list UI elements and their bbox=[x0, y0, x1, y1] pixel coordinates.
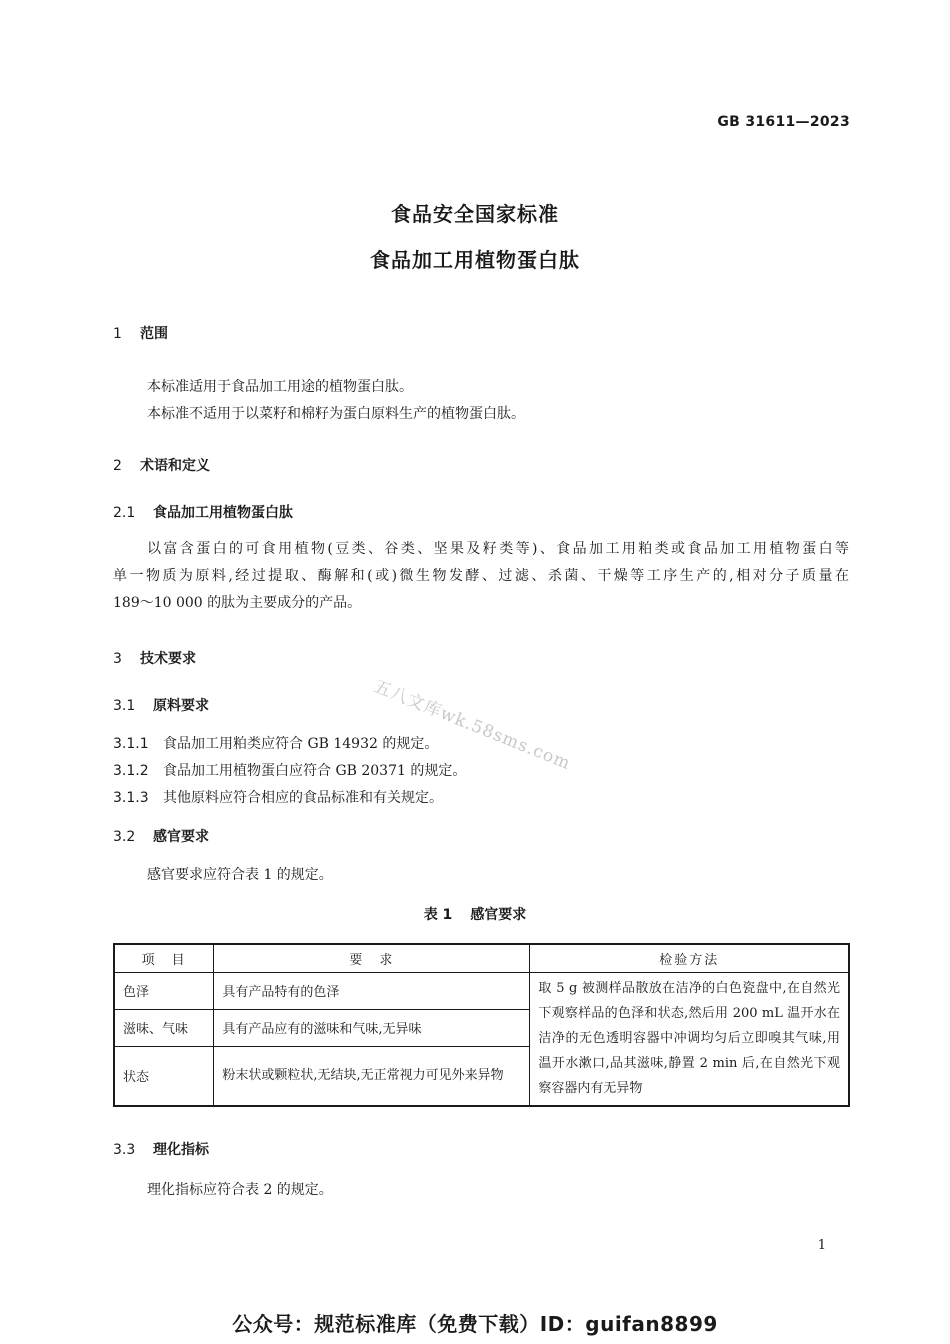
section-3-heading bbox=[113, 648, 196, 668]
subsection-title: 感官要求 bbox=[153, 829, 209, 845]
clause-number: 3.1.1 bbox=[113, 736, 149, 752]
page-number: 1 bbox=[817, 1238, 826, 1253]
scope-paragraph-1: 本标准适用于食品加工用途的植物蛋白肽。 bbox=[147, 379, 413, 395]
footer-banner: 公众号：规范标准库（免费下载）ID：guifan8899 bbox=[232, 1312, 718, 1336]
section-3-1-heading bbox=[113, 695, 209, 715]
cell-requirement: 具有产品应有的滋味和气味,无异味 bbox=[214, 1009, 530, 1046]
cell-method: 取 5 g 被测样品散放在洁净的白色瓷盘中,在自然光下观察样品的色泽和状态,然后用 200 mL 温开水在洁净的无色透明容器中冲调均匀后立即嗅其气味,用温开水漱口,品其滋味,静置 2 min 后,在自然光下观察容器内有无异物 bbox=[530, 973, 849, 1107]
definition-paragraph bbox=[113, 536, 849, 617]
cell-requirement: 具有产品特有的色泽 bbox=[214, 973, 530, 1010]
cell-item: 状态 bbox=[114, 1046, 214, 1106]
clause-text: 食品加工用植物蛋白应符合 GB 20371 的规定。 bbox=[163, 763, 467, 779]
definition-line-2: 单一物质为原料,经过提取、酶解和(或)微生物发酵、过滤、杀菌、干燥等工序生产的,相对分子质量在 bbox=[113, 568, 849, 584]
document-code: GB 31611—2023 bbox=[717, 114, 850, 130]
clause-text: 其他原料应符合相应的食品标准和有关规定。 bbox=[163, 790, 443, 806]
section-1-heading bbox=[113, 323, 168, 343]
clause-number: 3.1.3 bbox=[113, 790, 149, 806]
table-title: 感官要求 bbox=[470, 907, 527, 923]
table-header-row bbox=[114, 944, 849, 973]
section-3-2-heading bbox=[113, 826, 209, 846]
document-title: 食品安全国家标准 bbox=[391, 202, 559, 226]
section-number: 1 bbox=[113, 326, 122, 342]
watermark: 五八文库wk.58sms.com bbox=[370, 676, 574, 775]
header-item: 项 目 bbox=[114, 944, 214, 973]
table-row bbox=[114, 973, 849, 1010]
document-subtitle: 食品加工用植物蛋白肽 bbox=[370, 248, 580, 272]
table-1-caption bbox=[0, 904, 950, 924]
subsection-title: 食品加工用植物蛋白肽 bbox=[153, 505, 293, 521]
scope-paragraph-2: 本标准不适用于以菜籽和棉籽为蛋白原料生产的植物蛋白肽。 bbox=[147, 406, 525, 422]
section-title: 范围 bbox=[140, 326, 168, 342]
section-title: 术语和定义 bbox=[140, 458, 210, 474]
sensory-requirements-table bbox=[113, 943, 850, 1107]
section-title: 技术要求 bbox=[140, 651, 196, 667]
section-2-1-heading bbox=[113, 502, 293, 522]
section-3-3-heading bbox=[113, 1139, 209, 1159]
cell-item: 色泽 bbox=[114, 973, 214, 1010]
header-method: 检验方法 bbox=[530, 944, 849, 973]
subsection-number: 3.3 bbox=[113, 1142, 136, 1158]
clause-3-1-1 bbox=[113, 733, 438, 753]
clause-3-1-2 bbox=[113, 760, 466, 780]
table-number: 表 1 bbox=[423, 907, 453, 923]
section-number: 2 bbox=[113, 458, 122, 474]
definition-line-1: 以富含蛋白的可食用植物(豆类、谷类、坚果及籽类等)、食品加工用粕类或食品加工用植物蛋白等 bbox=[147, 541, 849, 557]
cell-item: 滋味、气味 bbox=[114, 1009, 214, 1046]
definition-line-3: 189～10 000 的肽为主要成分的产品。 bbox=[113, 595, 362, 611]
subsection-number: 3.2 bbox=[113, 829, 136, 845]
subsection-number: 3.1 bbox=[113, 698, 136, 714]
clause-text: 食品加工用粕类应符合 GB 14932 的规定。 bbox=[163, 736, 439, 752]
sensory-paragraph: 感官要求应符合表 1 的规定。 bbox=[147, 867, 333, 883]
subsection-title: 原料要求 bbox=[153, 698, 209, 714]
section-number: 3 bbox=[113, 651, 122, 667]
clause-number: 3.1.2 bbox=[113, 763, 149, 779]
subsection-title: 理化指标 bbox=[153, 1142, 209, 1158]
header-requirement: 要 求 bbox=[214, 944, 530, 973]
cell-requirement: 粉末状或颗粒状,无结块,无正常视力可见外来异物 bbox=[214, 1046, 530, 1106]
subsection-number: 2.1 bbox=[113, 505, 136, 521]
clause-3-1-3 bbox=[113, 787, 443, 807]
section-2-heading bbox=[113, 455, 210, 475]
physicochemical-paragraph: 理化指标应符合表 2 的规定。 bbox=[147, 1182, 333, 1198]
